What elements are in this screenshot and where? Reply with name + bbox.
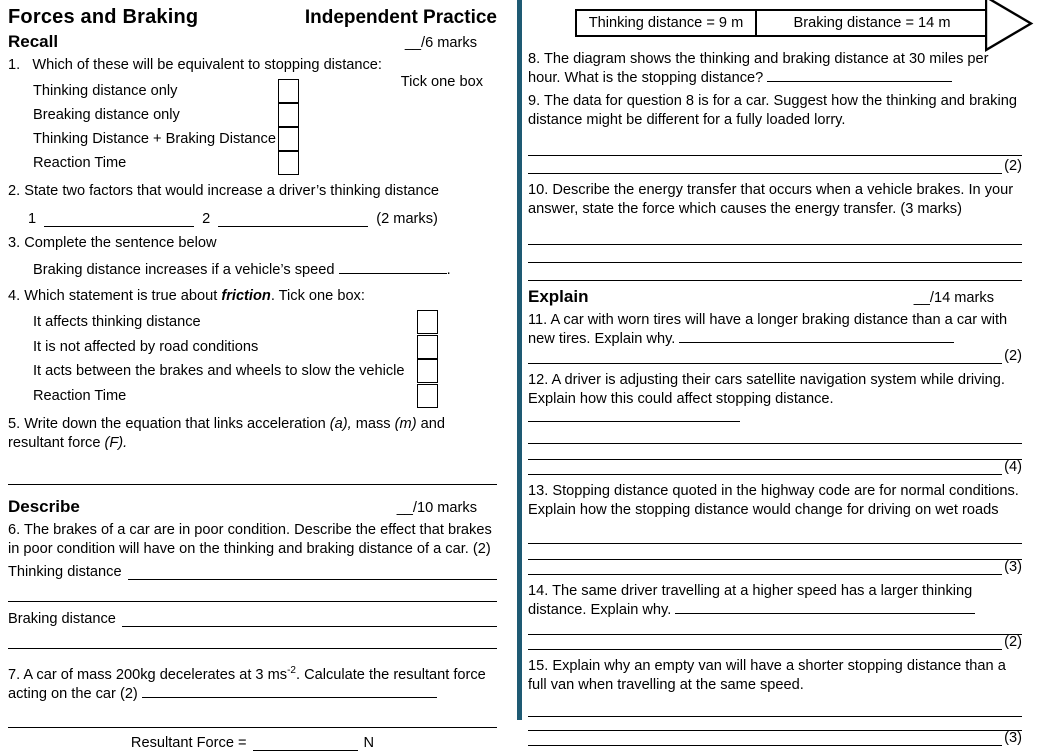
stopping-distance-diagram (528, 0, 1022, 48)
answer-blank[interactable] (767, 69, 952, 82)
braking-distance-line (8, 606, 497, 627)
q7-text-2: . Calculate the resultant force acting on the car (2) (8, 666, 486, 702)
option-row (33, 79, 497, 103)
section-explain-title: Explain (528, 287, 589, 306)
question-10-text: 10. Describe the energy transfer that occurs when a vehicle brakes. In your answer, state the force which causes the energy transfer. (3 marks) (528, 182, 1014, 217)
checkbox[interactable] (417, 335, 438, 359)
header (8, 6, 497, 29)
answer-blank[interactable] (8, 584, 497, 602)
question-13 (528, 482, 1022, 575)
question-15-marks: (3) (1004, 730, 1022, 746)
question-3 (8, 234, 497, 280)
section-recall-title: Recall (8, 32, 59, 51)
question-11-marks: (2) (1004, 348, 1022, 364)
question-2-answers (28, 207, 497, 227)
q5-text-2: mass (351, 416, 395, 432)
answer-blank[interactable] (528, 245, 1022, 263)
answer-blank[interactable] (128, 567, 497, 580)
answer-blank[interactable] (339, 261, 447, 274)
q8-text: 8. The diagram shows the thinking and braking distance at 30 miles per hour. What is the stopping distance? (528, 51, 989, 86)
section-explain-header (528, 287, 1022, 307)
checkbox[interactable] (278, 151, 299, 175)
answer-blank[interactable] (528, 544, 1022, 560)
question-7 (8, 661, 497, 751)
thinking-distance-cell: Thinking distance = 9 m (577, 11, 757, 35)
option-label: It is not affected by road conditions (33, 338, 259, 355)
question-7-text (8, 661, 497, 704)
q7-text-1: 7. A car of mass 200kg decelerates at 3 ms (8, 666, 288, 683)
answer-blank[interactable] (528, 734, 1002, 746)
question-9 (528, 92, 1022, 174)
answer-blank[interactable] (679, 330, 954, 343)
left-column (0, 0, 517, 751)
checkbox[interactable] (417, 310, 438, 334)
question-15 (528, 657, 1022, 746)
question-4 (8, 287, 497, 408)
braking-distance-cell: Braking distance = 14 m (793, 15, 951, 31)
thinking-distance-line (8, 559, 497, 580)
section-describe-header (8, 497, 497, 517)
answer-blank[interactable] (675, 601, 975, 614)
option-row (33, 103, 497, 127)
question-3-text: 3. Complete the sentence below (8, 235, 217, 251)
answer-blank[interactable] (8, 710, 497, 728)
section-recall-header (8, 32, 497, 52)
section-recall-marks: __/6 marks (404, 35, 477, 51)
answer-blank[interactable] (218, 214, 368, 227)
answer-blank[interactable] (528, 462, 1002, 475)
q5-var-m: (m) (394, 416, 417, 432)
answer-number: 2 (202, 211, 211, 227)
answer-blank[interactable] (528, 138, 1022, 156)
checkbox[interactable] (417, 359, 438, 383)
question-4-options (8, 310, 497, 408)
q4-text-2: . Tick one box: (270, 288, 365, 304)
q4-friction-word: friction (221, 288, 271, 304)
question-6 (8, 521, 497, 649)
answer-blank[interactable] (528, 352, 1002, 364)
answer-blank[interactable] (528, 444, 1022, 460)
resultant-force-label: Resultant Force = (130, 734, 247, 751)
answer-blank[interactable] (528, 428, 1022, 444)
question-11-text (528, 311, 1022, 349)
checkbox[interactable] (278, 127, 299, 151)
option-row (33, 359, 497, 384)
answer-blank[interactable] (528, 528, 1022, 544)
question-15-text: 15. Explain why an empty van will have a shorter stopping distance than a full van when travelling at the same speed. (528, 658, 1006, 693)
question-14-text (528, 582, 1022, 620)
checkbox[interactable] (278, 103, 299, 127)
answer-blank[interactable] (44, 214, 194, 227)
answer-row (528, 560, 1022, 575)
question-2 (8, 182, 497, 227)
option-label: It acts between the brakes and wheels to slow the vehicle (33, 363, 405, 380)
q5-text-1: 5. Write down the equation that links acceleration (8, 416, 330, 432)
q5-text-3: and resultant force (8, 416, 445, 451)
section-describe-marks: __/10 marks (396, 500, 477, 516)
question-11 (528, 311, 1022, 364)
question-1 (8, 56, 497, 175)
q14-text: 14. The same driver travelling at a higher speed has a larger thinking distance. Explain why. (528, 583, 973, 618)
question-14 (528, 582, 1022, 650)
answer-blank[interactable] (528, 638, 1002, 650)
answer-row (528, 156, 1022, 174)
question-8 (528, 50, 1022, 88)
answer-row (528, 349, 1022, 364)
answer-blank[interactable] (528, 562, 1002, 575)
option-row (33, 384, 497, 409)
question-1-options (8, 74, 497, 175)
resultant-force-row (8, 730, 497, 751)
option-label: Thinking Distance + Braking Distance (33, 131, 276, 147)
question-14-marks: (2) (1004, 634, 1022, 650)
answer-row (528, 731, 1022, 746)
page-title: Forces and Braking (8, 6, 199, 28)
q4-text-1: 4. Which statement is true about (8, 288, 222, 304)
question-4-text (8, 287, 497, 306)
answer-blank[interactable] (528, 703, 1022, 717)
option-row (33, 127, 497, 151)
question-12-text (528, 371, 1022, 428)
question-5 (8, 415, 497, 485)
question-5-text (8, 415, 497, 453)
answer-blank[interactable] (528, 409, 740, 422)
question-13-text: 13. Stopping distance quoted in the highway code are for normal conditions. Explain how the stopping distance would change for driving on wet roads (528, 483, 1019, 518)
option-row (33, 310, 497, 335)
question-1-text: 1. Which of these will be equivalent to stopping distance: (8, 57, 382, 73)
answer-blank[interactable] (528, 717, 1022, 731)
page-subtitle: Independent Practice (304, 7, 497, 28)
question-12 (528, 371, 1022, 475)
question-6-text: 6. The brakes of a car are in poor condition. Describe the effect that brakes in poor condition will have on the thinking and braking distance of a car. (2) (8, 522, 492, 557)
newton-unit-label: N (363, 734, 375, 751)
q5-var-a: (a), (329, 416, 352, 432)
answer-row (528, 635, 1022, 650)
answer-blank[interactable] (528, 156, 1002, 174)
section-describe-title: Describe (8, 497, 80, 516)
checkbox[interactable] (278, 79, 299, 103)
q11-text: 11. A car with worn tires will have a longer braking distance than a car with new tires. Explain why. (528, 312, 1008, 347)
answer-blank[interactable] (8, 467, 497, 485)
question-8-text (528, 50, 1022, 88)
answer-blank[interactable] (8, 631, 497, 649)
answer-blank[interactable] (122, 614, 497, 627)
answer-blank[interactable] (528, 263, 1022, 281)
q12-text: 12. A driver is adjusting their cars satellite navigation system while driving. Explain how this could affect stopping distance. (528, 372, 1005, 407)
option-label: Reaction Time (33, 155, 127, 171)
question-9-marks: (2) (1004, 158, 1022, 174)
answer-blank[interactable] (142, 685, 437, 698)
question-10 (528, 181, 1022, 281)
question-12-marks: (4) (1004, 459, 1022, 475)
section-explain-marks: __/14 marks (913, 290, 994, 306)
answer-number: 1 (28, 211, 37, 227)
option-row (33, 335, 497, 360)
answer-blank[interactable] (528, 227, 1022, 245)
thinking-distance-label: Thinking distance (8, 564, 122, 580)
question-9-text: 9. The data for question 8 is for a car. Suggest how the thinking and braking distance might be different for a fully loaded lorry. (528, 93, 1017, 128)
question-2-marks: (2 marks) (376, 211, 438, 227)
checkbox[interactable] (417, 384, 438, 408)
question-3-sentence (33, 261, 497, 280)
braking-distance-label: Braking distance (8, 611, 116, 627)
option-label: Thinking distance only (33, 83, 178, 99)
right-column (522, 0, 1040, 746)
tick-one-box-label: Tick one box (400, 74, 483, 90)
sentence-lead: Braking distance increases if a vehicle’s speed (33, 262, 335, 278)
answer-blank[interactable] (528, 620, 1022, 635)
arrow-head-icon (985, 0, 1035, 52)
option-row (33, 151, 497, 175)
option-label: Reaction Time (33, 387, 127, 404)
answer-blank[interactable] (253, 738, 358, 751)
sentence-tail: . (446, 262, 451, 278)
question-2-text: 2. State two factors that would increase a driver’s thinking distance (8, 183, 440, 199)
answer-row (528, 460, 1022, 475)
question-13-marks: (3) (1004, 559, 1022, 575)
option-label: It affects thinking distance (33, 314, 201, 331)
distance-arrow-body (575, 9, 987, 37)
q7-superscript: -2 (287, 665, 296, 676)
q5-var-f: (F). (104, 435, 128, 451)
option-label: Breaking distance only (33, 107, 180, 123)
